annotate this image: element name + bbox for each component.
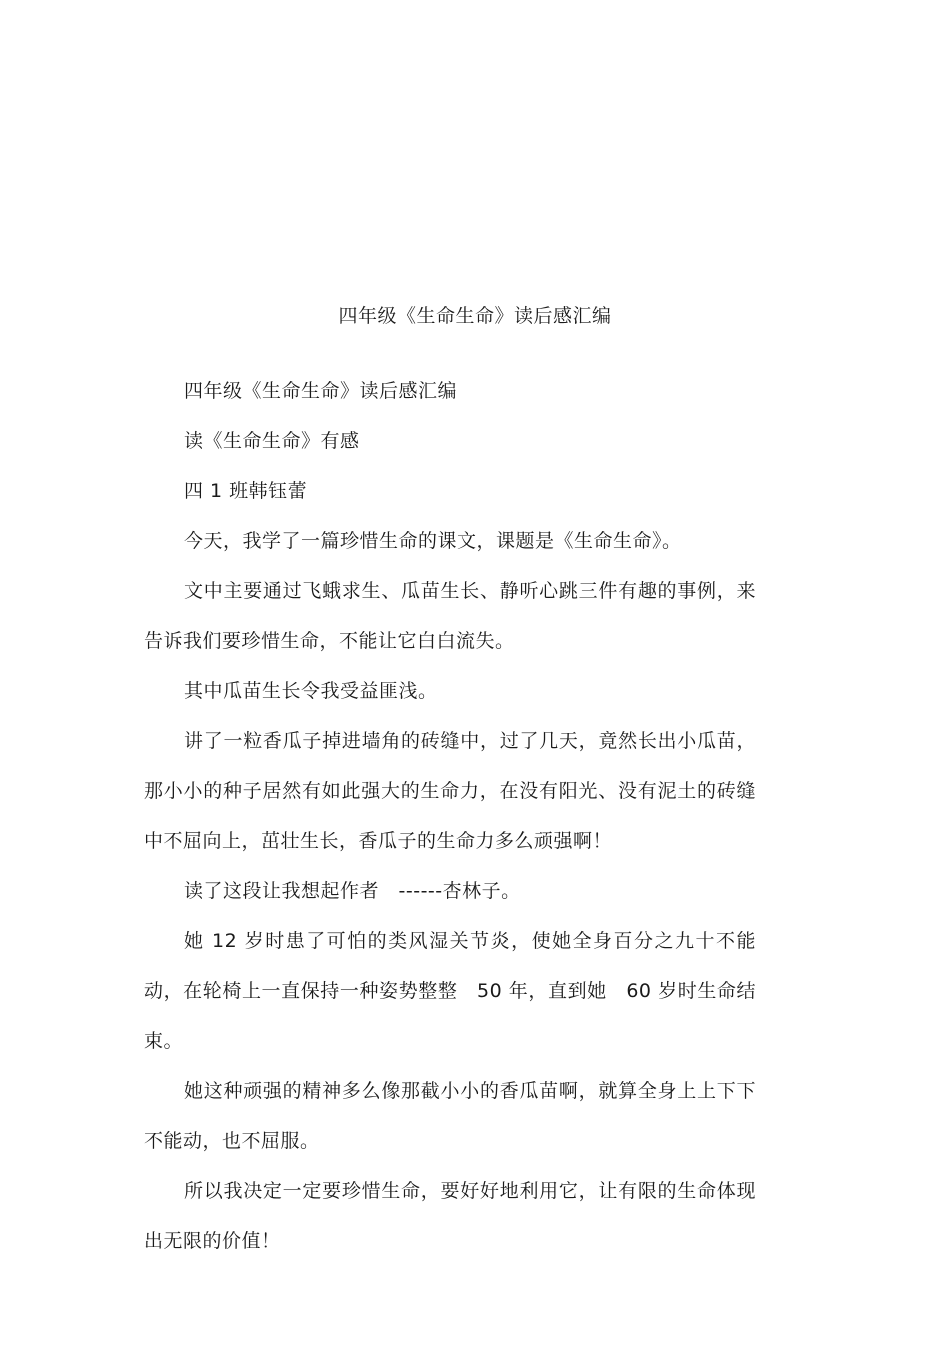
paragraph: 文中主要通过飞蛾求生、瓜苗生长、静听心跳三件有趣的事例，来告诉我们要珍惜生命，不能让它白白流失。	[144, 580, 756, 652]
document-title: 四年级《生命生命》读后感汇编	[338, 305, 612, 327]
paragraph-heading: 四年级《生命生命》读后感汇编	[184, 380, 458, 402]
paragraph: 她这种顽强的精神多么像那截小小的香瓜苗啊，就算全身上上下下不能动，也不屈服。	[144, 1080, 756, 1152]
paragraph: 她 12 岁时患了可怕的类风湿关节炎，使她全身百分之九十不能动，在轮椅上一直保持一种姿势整整 50 年，直到她 60 岁时生命结束。	[144, 930, 756, 1052]
paragraph: 讲了一粒香瓜子掉进墙角的砖缝中，过了几天，竟然长出小瓜苗，那小小的种子居然有如此强大的生命力，在没有阳光、没有泥土的砖缝中不屈向上，茁壮生长，香瓜子的生命力多么顽强啊！	[144, 730, 756, 852]
paragraph: 所以我决定一定要珍惜生命，要好好地利用它，让有限的生命体现出无限的价值！	[144, 1180, 756, 1252]
paragraph: 读了这段让我想起作者 ------杏林子。	[184, 880, 521, 902]
paragraph-author: 四 1 班韩钰蕾	[184, 480, 308, 502]
paragraph: 其中瓜苗生长令我受益匪浅。	[184, 680, 438, 702]
document-body	[144, 366, 756, 1266]
paragraph-subtitle: 读《生命生命》有感	[184, 430, 360, 452]
paragraph: 今天，我学了一篇珍惜生命的课文，课题是《生命生命》。	[184, 530, 682, 552]
